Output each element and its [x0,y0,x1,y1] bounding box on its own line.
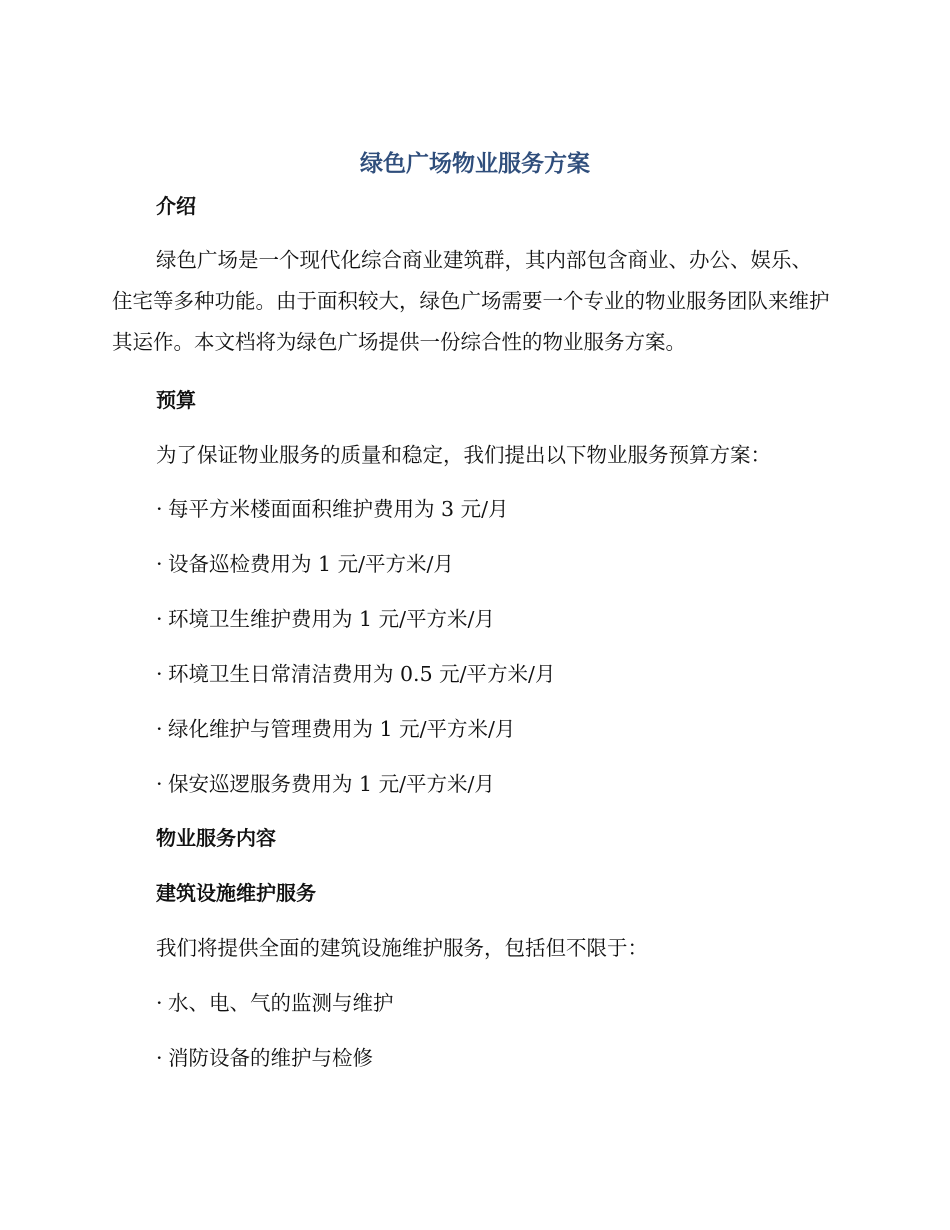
budget-item-text: 设备巡检费用为 1 元/平方米/月 [168,552,454,576]
bullet-marker: · [156,772,163,796]
building-item [156,1043,373,1073]
section-heading-services: 物业服务内容 [156,826,276,850]
bullet-marker: · [156,1046,163,1070]
budget-item [156,714,515,744]
budget-item [156,769,495,799]
building-lead: 我们将提供全面的建筑设施维护服务，包括但不限于： [156,936,648,960]
section-heading-intro: 介绍 [156,194,196,218]
bullet-marker: · [156,991,163,1015]
building-item-text: 消防设备的维护与检修 [168,1046,373,1070]
section-heading-budget: 预算 [156,388,196,412]
budget-lead: 为了保证物业服务的质量和稳定，我们提出以下物业服务预算方案： [156,443,771,467]
intro-paragraph: 绿色广场是一个现代化综合商业建筑群，其内部包含商业、办公、娱乐、住宅等多种功能。由于面积较大，绿色广场需要一个专业的物业服务团队来维护其运作。本文档将为绿色广场提供一份综合性的物业服务方案。 [112,248,830,354]
budget-item-text: 每平方米楼面面积维护费用为 3 元/月 [168,497,509,521]
bullet-marker: · [156,607,163,631]
section-heading-building: 建筑设施维护服务 [156,881,316,905]
budget-item [156,494,508,524]
budget-item [156,549,454,579]
budget-item-text: 绿化维护与管理费用为 1 元/平方米/月 [168,717,516,741]
bullet-marker: · [156,497,163,521]
budget-item-text: 环境卫生维护费用为 1 元/平方米/月 [168,607,495,631]
budget-item-text: 环境卫生日常清洁费用为 0.5 元/平方米/月 [168,662,556,686]
bullet-marker: · [156,552,163,576]
building-item-text: 水、电、气的监测与维护 [168,991,394,1015]
budget-item [156,659,555,689]
bullet-marker: · [156,717,163,741]
budget-item [156,604,495,634]
budget-item-text: 保安巡逻服务费用为 1 元/平方米/月 [168,772,495,796]
document-title: 绿色广场物业服务方案 [360,151,590,177]
bullet-marker: · [156,662,163,686]
building-item [156,988,394,1018]
